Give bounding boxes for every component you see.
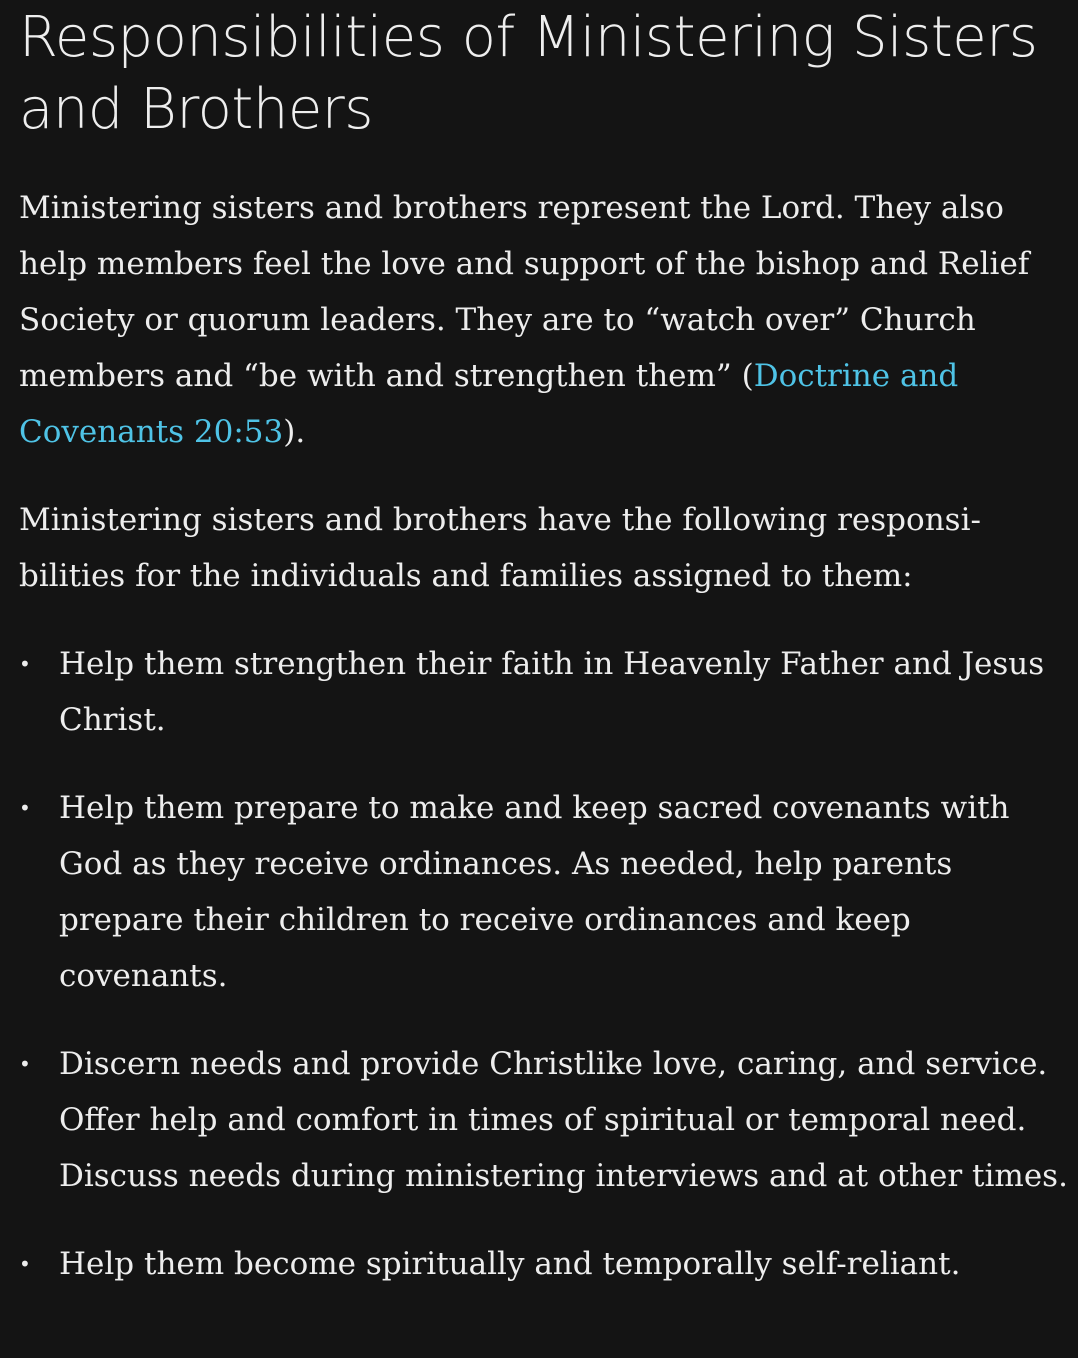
list-item <box>19 780 1069 1004</box>
scripture-reference-link[interactable]: Doctrine and Covenants 20:53 <box>19 358 959 450</box>
intro-text: Ministering sisters and brothers represent the Lord. They also help members feel the love and support of the bishop and Relief Society or quorum leaders. They are to “watch over” Church members and “be with and strengthen them” ( <box>19 190 1030 394</box>
intro-paragraph <box>19 180 1069 460</box>
list-item <box>19 1236 1069 1292</box>
intro-text-end: ). <box>283 414 306 450</box>
list-item-text: Discern needs and provide Christlike love, caring, and service. Offer help and comfort in times of spiritual or temporal need. Discuss needs during ministering interviews and at other times. <box>59 1046 1068 1194</box>
list-item <box>19 636 1069 748</box>
list-item-text: Help them prepare to make and keep sacred covenants with God as they receive ordinances. As needed, help parents prepare their children to receive ordinances and keep covenants. <box>59 790 1010 994</box>
list-item <box>19 1036 1069 1204</box>
bullet-icon: • <box>19 1052 31 1076</box>
lead-in-paragraph: Ministering sisters and brothers have the following responsibilities for the individuals and families assigned to them: <box>19 502 981 594</box>
bullet-icon: • <box>19 796 31 820</box>
article-content <box>19 0 1069 1324</box>
page-title: Responsibilities of Ministering Sisters and Brothers <box>19 5 1038 142</box>
list-item-text: Help them strengthen their faith in Heavenly Father and Jesus Christ. <box>59 646 1045 738</box>
bullet-icon: • <box>19 652 31 676</box>
list-item-text: Help them become spiritually and temporally self-reliant. <box>59 1246 961 1282</box>
bullet-icon: • <box>19 1252 31 1276</box>
responsibilities-list <box>19 636 1069 1292</box>
